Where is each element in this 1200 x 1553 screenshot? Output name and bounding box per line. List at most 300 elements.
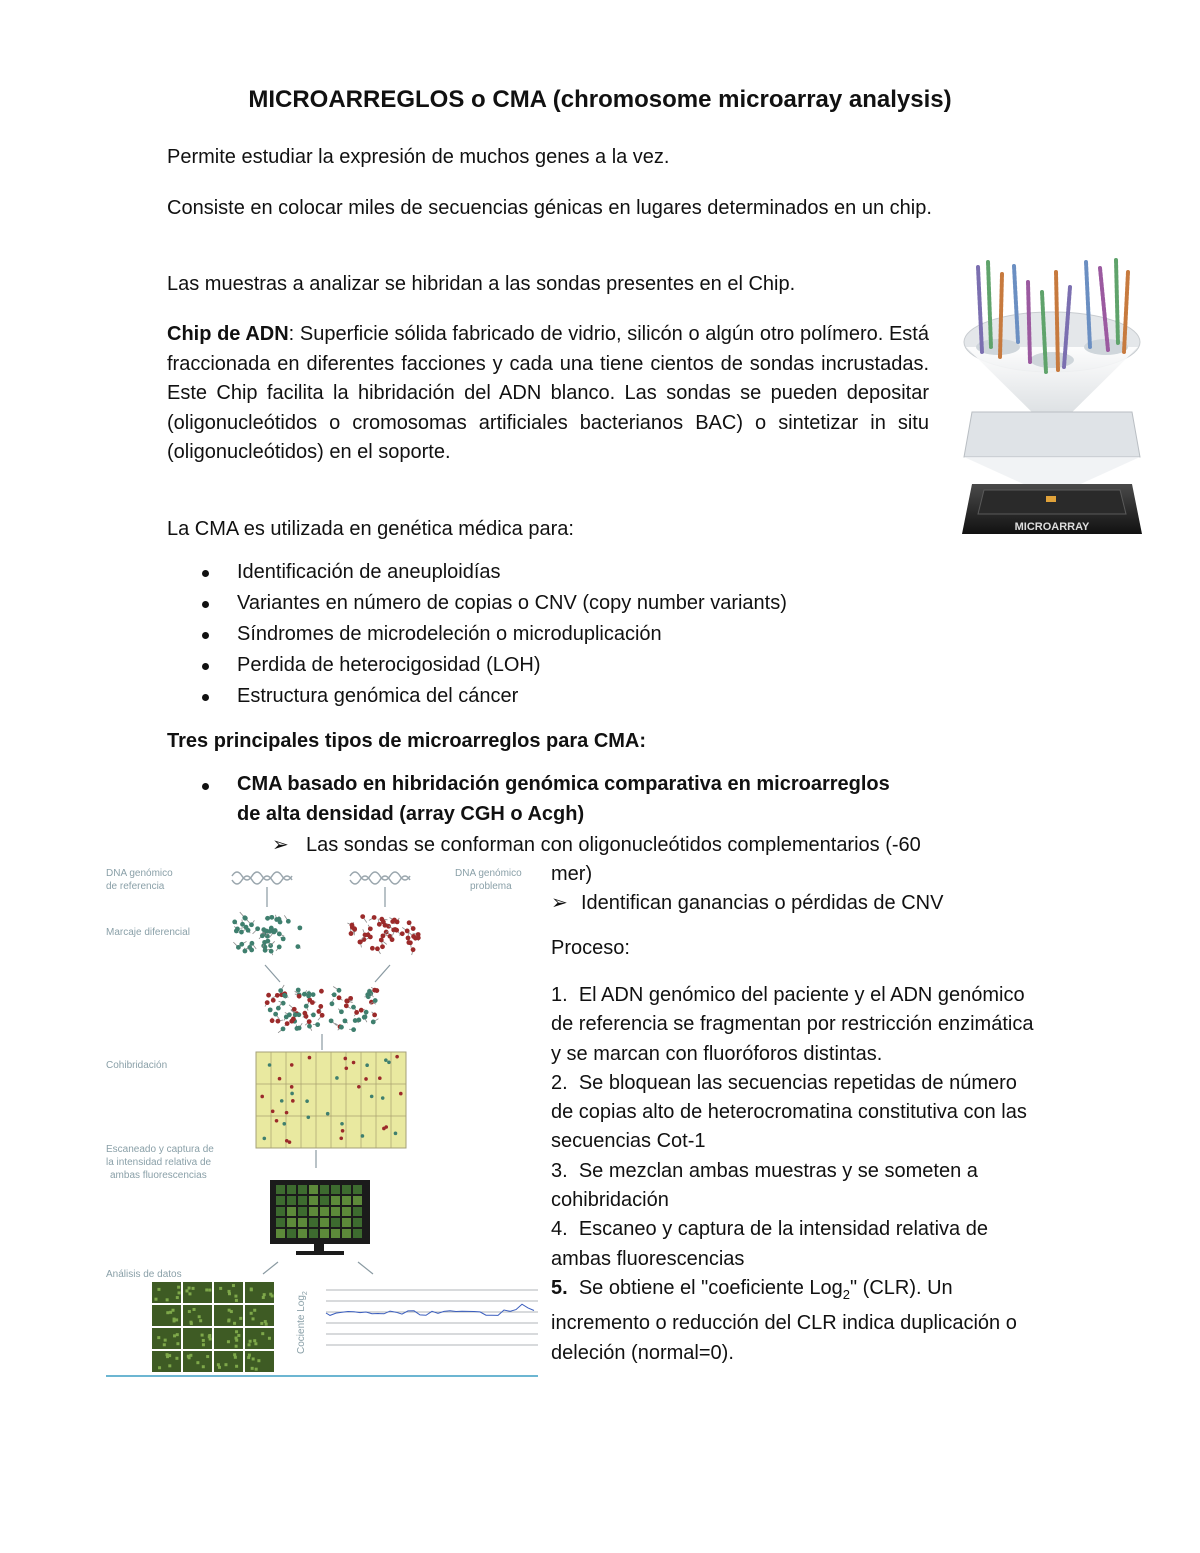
tile-spot	[252, 1357, 255, 1360]
hybridization-paragraph: Las muestras a analizar se hibridan a las sondas presentes en el Chip.	[167, 273, 796, 295]
probe-dot	[384, 930, 389, 935]
tile-spot	[205, 1288, 208, 1291]
screen-cell	[287, 1207, 296, 1216]
figure-label-analysis: Análisis de datos	[106, 1269, 182, 1280]
step-text: Se bloquean las secuencias repetidas de número de copias alto de heterocromatina constitutiva con las secuencias Cot-1	[551, 1071, 1027, 1153]
screen-cell	[342, 1229, 351, 1238]
probe-dot	[354, 1010, 359, 1015]
tile-spot	[254, 1342, 257, 1345]
grid-spot	[326, 1112, 330, 1116]
tile-spot	[261, 1332, 264, 1335]
figure-label-scan: Escaneado y captura de	[106, 1144, 214, 1155]
probe-dot	[315, 1022, 320, 1027]
probe-dot	[350, 923, 355, 928]
grid-spot	[395, 1055, 399, 1059]
tile-spot	[172, 1309, 175, 1312]
probe-dot	[375, 946, 380, 951]
screen-cell	[287, 1185, 296, 1194]
tile-spot	[237, 1334, 240, 1337]
probe-dot	[343, 1018, 348, 1023]
tile-spot	[154, 1298, 157, 1301]
grid-spot	[260, 1095, 264, 1099]
uses-list	[200, 557, 787, 712]
probe-dot	[411, 947, 416, 952]
screen-cell	[276, 1196, 285, 1205]
probe-dot	[320, 1013, 325, 1018]
log2-ratio-plot	[326, 1290, 538, 1345]
screen-cell	[309, 1218, 318, 1227]
probe-dot	[276, 1006, 281, 1011]
probe-dot	[330, 1001, 335, 1006]
probe-dot	[255, 926, 260, 931]
step-number: 5.	[551, 1276, 568, 1299]
tile-spot	[235, 1339, 238, 1342]
grid-spot	[341, 1129, 345, 1133]
tile-spot	[248, 1343, 251, 1346]
probe-dot	[351, 1005, 356, 1010]
probe-dot	[381, 933, 386, 938]
glass-slide	[964, 412, 1140, 457]
probe-dot	[274, 917, 279, 922]
probe-dot	[295, 1026, 300, 1031]
screen-cell	[353, 1218, 362, 1227]
grid-spot	[384, 1125, 388, 1129]
probe-dot	[366, 932, 371, 937]
probe-dot	[281, 1026, 286, 1031]
probe-dot	[319, 989, 324, 994]
list-item: Variantes en número de copias o CNV (copy number variants)	[200, 588, 787, 619]
probe-dot	[239, 930, 244, 935]
grid-spot	[291, 1099, 295, 1103]
probe-dot	[337, 995, 342, 1000]
screen-cell	[353, 1207, 362, 1216]
probe-dot	[344, 999, 349, 1004]
probe-dot	[311, 992, 316, 997]
step-text: Escaneo y captura de la intensidad relativa de ambas fluorescencias	[551, 1218, 988, 1270]
tile-spot	[173, 1319, 176, 1322]
tile-spot	[227, 1340, 230, 1343]
probe-dot	[271, 998, 276, 1003]
probe-dot	[307, 1024, 312, 1029]
acgh-process-figure	[100, 862, 545, 1384]
grid-spot	[387, 1060, 391, 1064]
probe-dot	[364, 1010, 369, 1015]
screen-cell	[309, 1185, 318, 1194]
probe-dot	[390, 919, 395, 924]
tile-spot	[228, 1309, 231, 1312]
mixed-probes	[265, 985, 379, 1033]
tile-spot	[264, 1320, 267, 1323]
tile-spot	[228, 1318, 231, 1321]
grid-spot	[268, 1063, 272, 1067]
tile-spot	[188, 1310, 191, 1313]
chip-spot	[1046, 496, 1056, 502]
probe-dot	[359, 1008, 364, 1013]
tile-spot	[250, 1288, 253, 1291]
tile-spot	[166, 1353, 169, 1356]
probe-dot	[278, 988, 283, 993]
tile-spot	[177, 1286, 180, 1289]
process-step	[551, 1274, 1041, 1368]
tile-spot	[192, 1287, 195, 1290]
tile-spot	[260, 1322, 263, 1325]
uses-intro: La CMA es utilizada en genética médica para:	[167, 518, 574, 540]
probe-dot	[360, 914, 365, 919]
screen-cell	[298, 1218, 307, 1227]
step-number: 1.	[551, 984, 568, 1006]
figure-label-marcaje: Marcaje diferencial	[106, 927, 190, 938]
grid-spot	[280, 1099, 284, 1103]
log2-series-line	[326, 1304, 534, 1315]
probe-dot	[275, 993, 280, 998]
probe-dot	[386, 924, 391, 929]
grid-spot	[357, 1085, 361, 1089]
probe-dot	[390, 937, 395, 942]
probe-dot	[266, 993, 271, 998]
analysis-tile	[214, 1328, 243, 1349]
probe-dot	[261, 927, 266, 932]
tile-spot	[188, 1292, 191, 1295]
monitor-base	[296, 1251, 344, 1255]
probe-dot	[365, 992, 370, 997]
screen-cell	[276, 1185, 285, 1194]
tile-spot	[268, 1337, 271, 1340]
screen-cell	[320, 1218, 329, 1227]
grid-spot	[399, 1092, 403, 1096]
probe-dot	[393, 927, 398, 932]
figure-label-ref: de referencia	[106, 881, 165, 892]
analysis-tile	[183, 1282, 212, 1303]
tile-spot	[239, 1317, 242, 1320]
tile-spot	[263, 1293, 266, 1296]
tile-spot	[253, 1339, 256, 1342]
analysis-tile	[152, 1305, 181, 1326]
step-number: 4.	[551, 1218, 568, 1241]
screen-cell	[298, 1185, 307, 1194]
process-step	[551, 1215, 1041, 1274]
tile-spot	[157, 1336, 160, 1339]
probe-dot	[285, 1021, 290, 1026]
probe-dot	[265, 1000, 270, 1005]
document-title: MICROARREGLOS o CMA (chromosome microarray analysis)	[248, 86, 952, 113]
probe-dot	[406, 936, 411, 941]
process-label: Proceso:	[551, 937, 630, 959]
probe-dot	[358, 939, 363, 944]
tile-spot	[173, 1334, 176, 1337]
tile-spot	[219, 1287, 222, 1290]
probe-dot	[372, 915, 377, 920]
grid-spot	[288, 1140, 292, 1144]
tile-spot	[196, 1361, 199, 1364]
grid-spot	[290, 1092, 294, 1096]
figure-label-problem: DNA genómico	[455, 868, 522, 879]
probe-dot	[353, 1018, 358, 1023]
tile-spot	[252, 1317, 255, 1320]
flow-arrow	[267, 887, 385, 907]
probe-dot	[411, 926, 416, 931]
step-text: " (CLR). Un incremento o reducción del CLR indica duplicación o deleción (normal=0).	[551, 1276, 1017, 1364]
monitor-neck	[314, 1244, 324, 1251]
figure-label-problem: problema	[470, 881, 512, 892]
probe-dot	[232, 920, 237, 925]
tile-spot	[208, 1335, 211, 1338]
tile-spot	[250, 1312, 253, 1315]
probe-dot	[339, 1025, 344, 1030]
process-step	[551, 1069, 1041, 1157]
labeled-probes-red	[347, 914, 420, 955]
analysis-tile	[183, 1305, 212, 1326]
axis-label-sub: 2	[302, 1291, 309, 1296]
probe-dot	[244, 925, 249, 930]
screen-cell	[287, 1196, 296, 1205]
list-item: Estructura genómica del cáncer	[200, 681, 787, 712]
grid-spot	[340, 1122, 344, 1126]
probe-dot	[249, 948, 254, 953]
probe-dot	[377, 922, 382, 927]
probe-dot	[235, 927, 240, 932]
probe-dot	[373, 998, 378, 1003]
tile-spot	[198, 1315, 201, 1318]
process-steps	[551, 981, 1041, 1368]
probe-dot	[286, 919, 291, 924]
analysis-tile	[245, 1305, 274, 1326]
tile-spot	[224, 1363, 227, 1366]
subscript: 2	[842, 1286, 851, 1302]
types-heading: Tres principales tipos de microarreglos para CMA:	[167, 730, 647, 752]
tile-spot	[185, 1289, 188, 1292]
probe-dot	[318, 1004, 323, 1009]
list-item: Síndromes de microdeleción o microduplicación	[200, 619, 787, 650]
screen-cell	[342, 1218, 351, 1227]
screen-cell	[320, 1229, 329, 1238]
types-list	[200, 770, 890, 829]
probe-dot	[407, 920, 412, 925]
tile-spot	[188, 1287, 191, 1290]
probe-dot	[408, 940, 413, 945]
chip-definition-paragraph: Consiste en colocar miles de secuencias génicas en lugares determinados en un chip.	[167, 197, 932, 219]
probe-dot	[307, 998, 312, 1003]
screen-cell	[331, 1185, 340, 1194]
probe-dot	[372, 988, 377, 993]
probe-dot	[272, 930, 277, 935]
probe-dot	[287, 1012, 292, 1017]
grid-spot	[365, 1063, 369, 1067]
screen-cell	[298, 1196, 307, 1205]
tile-spot	[235, 1365, 238, 1368]
tile-spot	[257, 1359, 260, 1362]
probe-dot	[265, 916, 270, 921]
probe-dot	[332, 992, 337, 997]
probe-dot	[405, 929, 410, 934]
tile-spot	[168, 1364, 171, 1367]
tile-spot	[251, 1367, 254, 1370]
sub-bullet-text: Las sondas se conforman con oligonucleótidos complementarios (-60	[306, 834, 921, 856]
grid-spot	[394, 1132, 398, 1136]
figure-label-cohibridacion: Cohibridación	[106, 1060, 168, 1071]
tile-spot	[262, 1296, 265, 1299]
screen-cell	[287, 1229, 296, 1238]
arrow-bullet-icon: ➢	[551, 892, 568, 914]
grid-spot	[290, 1063, 294, 1067]
grid-spot	[282, 1122, 286, 1126]
axis-label-log2	[296, 1291, 309, 1354]
list-item: Identificación de aneuploidías	[200, 557, 787, 588]
probe-dot	[302, 992, 307, 997]
probe-dot	[268, 1007, 273, 1012]
tile-spot	[176, 1342, 179, 1345]
figure-label-ref: DNA genómico	[106, 868, 173, 879]
screen-cell	[342, 1207, 351, 1216]
tile-spot	[265, 1323, 268, 1326]
grid-spot	[307, 1115, 311, 1119]
probe-dot	[296, 988, 301, 993]
tile-spot	[166, 1311, 169, 1314]
tile-spot	[158, 1366, 161, 1369]
step-text: Se mezclan ambas muestras y se someten a cohibridación	[551, 1159, 978, 1212]
screen-cell	[331, 1207, 340, 1216]
tile-spot	[199, 1319, 202, 1322]
grid-spot	[339, 1136, 343, 1140]
probe-dot	[269, 949, 274, 954]
analysis-tiles	[152, 1282, 274, 1372]
tile-spot	[249, 1340, 252, 1343]
probe-dot	[344, 1003, 349, 1008]
well-center	[1030, 352, 1074, 368]
tile-spot	[233, 1322, 236, 1325]
tile-spot	[190, 1322, 193, 1325]
grid-spot	[361, 1134, 365, 1138]
probe-dot	[281, 936, 286, 941]
intro-paragraph: Permite estudiar la expresión de muchos genes a la vez.	[167, 146, 670, 168]
probe-dot	[242, 915, 247, 920]
probe-dot	[277, 945, 282, 950]
analysis-tile	[183, 1328, 212, 1349]
grid-spot	[290, 1085, 294, 1089]
analysis-tile	[152, 1328, 181, 1349]
probe-dot	[416, 935, 421, 940]
probe-dot	[351, 1027, 356, 1032]
screen-cell	[353, 1196, 362, 1205]
probe-dot	[243, 949, 248, 954]
probe-dot	[236, 945, 241, 950]
tile-spot	[202, 1343, 205, 1346]
probe-dot	[339, 1009, 344, 1014]
sub-bullet-cnv	[551, 889, 943, 919]
tile-spot	[235, 1345, 238, 1348]
probe-dot	[275, 1019, 280, 1024]
probe-dot	[372, 1013, 377, 1018]
probe-dot	[249, 922, 254, 927]
screen-cell	[331, 1218, 340, 1227]
tile-spot	[235, 1299, 238, 1302]
grid-spot	[263, 1137, 267, 1141]
probe-dot	[273, 1012, 278, 1017]
chip-adn-paragraph	[167, 320, 929, 468]
grid-spot	[364, 1077, 368, 1081]
step-text: Se obtiene el "coeficiente Log	[578, 1276, 843, 1299]
tile-spot	[157, 1288, 160, 1291]
probe-dot	[379, 938, 384, 943]
screen-cell	[276, 1218, 285, 1227]
probe-dot	[263, 948, 268, 953]
type1-line2: de alta densidad (array CGH o Acgh)	[237, 802, 585, 825]
screen-cell	[320, 1196, 329, 1205]
probe-dot	[370, 946, 375, 951]
probe-dot	[265, 939, 270, 944]
sub-bullet-probes	[272, 831, 921, 861]
probe-dot	[277, 932, 282, 937]
grid-spot	[271, 1110, 275, 1114]
analysis-tile	[245, 1282, 274, 1303]
screen-cell	[353, 1185, 362, 1194]
probe-dot	[293, 1012, 298, 1017]
screen-cell	[287, 1218, 296, 1227]
tile-spot	[164, 1339, 167, 1342]
grid-spot	[275, 1119, 279, 1123]
grid-spot	[335, 1076, 339, 1080]
list-item: Perdida de heterocigosidad (LOH)	[200, 650, 787, 681]
screen-cell	[342, 1196, 351, 1205]
tile-spot	[175, 1318, 178, 1321]
probe-dot	[329, 1018, 334, 1023]
axis-label-text: Cociente Log	[296, 1295, 307, 1354]
probe-dot	[250, 941, 255, 946]
tile-spot	[253, 1309, 256, 1312]
tile-spot	[255, 1368, 258, 1371]
probe-dot	[302, 1011, 307, 1016]
process-step	[551, 981, 1041, 1069]
analysis-tile	[214, 1305, 243, 1326]
screen-cell	[320, 1185, 329, 1194]
tile-spot	[232, 1284, 235, 1287]
tile-spot	[208, 1289, 211, 1292]
tile-spot	[206, 1355, 209, 1358]
sub-bullet-text: Identifican ganancias o pérdidas de CNV	[581, 892, 944, 914]
step-number: 2.	[551, 1071, 568, 1094]
chip-label: MICROARRAY	[1014, 521, 1090, 533]
grid-spot	[344, 1066, 348, 1070]
step-number: 3.	[551, 1159, 568, 1182]
probe-dot	[269, 915, 274, 920]
probe-dot	[380, 944, 385, 949]
grid-spot	[308, 1056, 312, 1060]
tile-spot	[235, 1330, 238, 1333]
screen-cell	[342, 1185, 351, 1194]
probe-dot	[368, 926, 373, 931]
flow-arrow	[265, 965, 390, 982]
tile-spot	[176, 1333, 179, 1336]
screen-cell	[298, 1207, 307, 1216]
tile-spot	[166, 1298, 169, 1301]
tile-spot	[248, 1354, 251, 1357]
tile-spot	[269, 1293, 272, 1296]
tile-spot	[193, 1308, 196, 1311]
tile-spot	[168, 1354, 171, 1357]
probe-dot	[349, 931, 354, 936]
tile-spot	[163, 1343, 166, 1346]
tile-spot	[201, 1334, 204, 1337]
type1-line1: CMA basado en hibridación genómica comparativa en microarreglos	[237, 773, 890, 795]
grid-spot	[305, 1099, 309, 1103]
probe-dot	[311, 1012, 316, 1017]
hybridization-grid	[256, 1052, 406, 1148]
probe-dot	[295, 944, 300, 949]
tile-spot	[217, 1363, 220, 1366]
probe-dot	[400, 931, 405, 936]
probe-dot	[282, 993, 287, 998]
screen-cell	[331, 1196, 340, 1205]
screen-cell	[309, 1196, 318, 1205]
